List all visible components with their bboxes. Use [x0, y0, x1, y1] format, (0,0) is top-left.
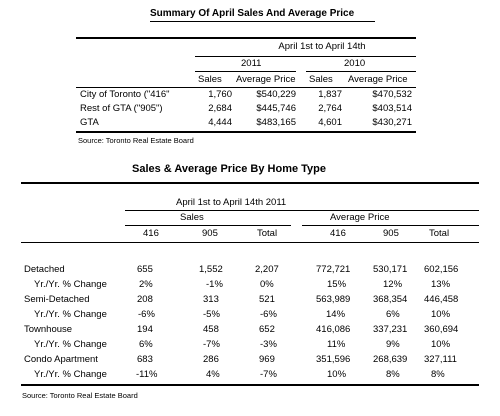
- hometype-bottom-rule: [21, 384, 479, 386]
- hometype-row-label: Townhouse: [24, 324, 73, 335]
- summary-row-label: Rest of GTA ("905"): [80, 103, 163, 114]
- summary-source: Source: Toronto Real Estate Board: [78, 136, 194, 145]
- summary-bottom-rule: [76, 131, 416, 133]
- hometype-cell: -6%: [260, 309, 277, 320]
- hometype-cell: 969: [259, 354, 275, 365]
- hometype-cell: 683: [137, 354, 153, 365]
- hometype-cell: 9%: [386, 339, 400, 350]
- hometype-cell: 6%: [386, 309, 400, 320]
- summary-cell: $430,271: [372, 117, 412, 128]
- hometype-group-rule-sales: [125, 225, 291, 226]
- hometype-cell: 11%: [327, 339, 346, 350]
- hometype-row-label: Semi-Detached: [24, 294, 90, 305]
- hometype-period-rule: [125, 210, 479, 211]
- hometype-cell: 655: [137, 264, 153, 275]
- hometype-cell: -7%: [203, 339, 220, 350]
- hometype-cell: 1,552: [199, 264, 223, 275]
- hometype-cell: 10%: [431, 309, 451, 320]
- hometype-group-sales: Sales: [180, 212, 204, 223]
- hometype-cell: 327,111: [424, 354, 457, 365]
- hometype-cell: -11%: [136, 369, 158, 380]
- hometype-header-rule: [21, 242, 479, 243]
- hometype-group-rule-avgprice: [302, 225, 479, 226]
- hometype-col-905-price: 905: [383, 228, 399, 239]
- hometype-row-label: Yr./Yr. % Change: [34, 369, 107, 380]
- hometype-cell: 360,694: [424, 324, 459, 335]
- summary-cell: 1,760: [208, 89, 232, 100]
- hometype-cell: -3%: [260, 339, 277, 350]
- summary-period-rule: [195, 56, 416, 57]
- hometype-cell: 351,596: [316, 354, 351, 365]
- summary-cell: 2,764: [318, 103, 342, 114]
- summary-row-label: GTA: [80, 117, 99, 128]
- hometype-row-label: Condo Apartment: [24, 354, 98, 365]
- summary-title-underline: [150, 21, 375, 22]
- hometype-cell: 12%: [383, 279, 403, 290]
- summary-year-2010: 2010: [344, 58, 366, 69]
- hometype-cell: 368,354: [373, 294, 408, 305]
- hometype-cell: 337,231: [373, 324, 408, 335]
- summary-top-rule: [76, 37, 416, 39]
- hometype-cell: 15%: [327, 279, 347, 290]
- summary-header-rule: [76, 87, 416, 88]
- summary-cell: 2,684: [208, 103, 232, 114]
- hometype-cell: 286: [203, 354, 219, 365]
- hometype-row-label: Yr./Yr. % Change: [34, 279, 107, 290]
- summary-col-sales-2010: Sales: [309, 74, 333, 85]
- hometype-cell: 416,086: [316, 324, 351, 335]
- hometype-cell: -1%: [206, 279, 223, 290]
- hometype-row-label: Detached: [24, 264, 65, 275]
- summary-cell: 1,837: [318, 89, 342, 100]
- summary-year-2011: 2011: [241, 58, 262, 69]
- hometype-cell: 4%: [206, 369, 220, 380]
- hometype-source: Source: Toronto Real Estate Board: [22, 391, 138, 400]
- summary-col-avgprice-2010: Average Price: [348, 74, 408, 85]
- summary-year-rule-2011: [195, 71, 296, 72]
- hometype-cell: 10%: [431, 339, 451, 350]
- hometype-period: April 1st to April 14th 2011: [176, 197, 287, 208]
- hometype-cell: 563,989: [316, 294, 351, 305]
- summary-cell: 4,601: [318, 117, 342, 128]
- hometype-cell: 208: [137, 294, 153, 305]
- hometype-cell: 8%: [386, 369, 400, 380]
- hometype-cell: 268,639: [373, 354, 408, 365]
- hometype-row-label: Yr./Yr. % Change: [34, 339, 107, 350]
- hometype-cell: 772,721: [316, 264, 351, 275]
- summary-cell: 4,444: [208, 117, 232, 128]
- summary-period: April 1st to April 14th: [278, 41, 366, 52]
- hometype-cell: 2%: [139, 279, 153, 290]
- hometype-title: Sales & Average Price By Home Type: [132, 163, 327, 175]
- summary-row-label: City of Toronto ("416": [80, 89, 170, 100]
- summary-cell: $403,514: [372, 103, 412, 114]
- hometype-top-rule: [21, 182, 479, 184]
- hometype-cell: 0%: [260, 279, 274, 290]
- hometype-cell: 194: [137, 324, 153, 335]
- hometype-col-416-price: 416: [330, 228, 346, 239]
- hometype-cell: 446,458: [424, 294, 459, 305]
- summary-cell: $445,746: [256, 103, 296, 114]
- summary-col-sales-2011: Sales: [198, 74, 222, 85]
- hometype-cell: -5%: [203, 309, 220, 320]
- summary-cell: $470,532: [372, 89, 412, 100]
- hometype-cell: 521: [259, 294, 275, 305]
- summary-cell: $540,229: [256, 89, 296, 100]
- hometype-col-416: 416: [143, 228, 159, 239]
- hometype-cell: 2,207: [255, 264, 279, 275]
- summary-title: Summary Of April Sales And Average Price: [150, 8, 355, 19]
- hometype-cell: 10%: [327, 369, 347, 380]
- hometype-cell: -6%: [138, 309, 155, 320]
- hometype-col-total: Total: [257, 228, 278, 239]
- hometype-cell: 6%: [139, 339, 153, 350]
- hometype-row-label: Yr./Yr. % Change: [34, 309, 107, 320]
- hometype-cell: 530,171: [373, 264, 408, 275]
- summary-year-rule-2010: [306, 71, 416, 72]
- hometype-cell: 602,156: [424, 264, 459, 275]
- hometype-col-905: 905: [202, 228, 218, 239]
- hometype-cell: 313: [203, 294, 219, 305]
- hometype-cell: -7%: [260, 369, 277, 380]
- summary-col-avgprice-2011: Average Price: [236, 74, 296, 85]
- hometype-cell: 652: [259, 324, 275, 335]
- hometype-cell: 8%: [431, 369, 445, 380]
- hometype-cell: 458: [203, 324, 219, 335]
- summary-cell: $483,165: [256, 117, 296, 128]
- hometype-col-total-price: Total: [429, 228, 450, 239]
- hometype-group-avgprice: Average Price: [330, 212, 390, 223]
- hometype-cell: 13%: [431, 279, 451, 290]
- hometype-cell: 14%: [326, 309, 346, 320]
